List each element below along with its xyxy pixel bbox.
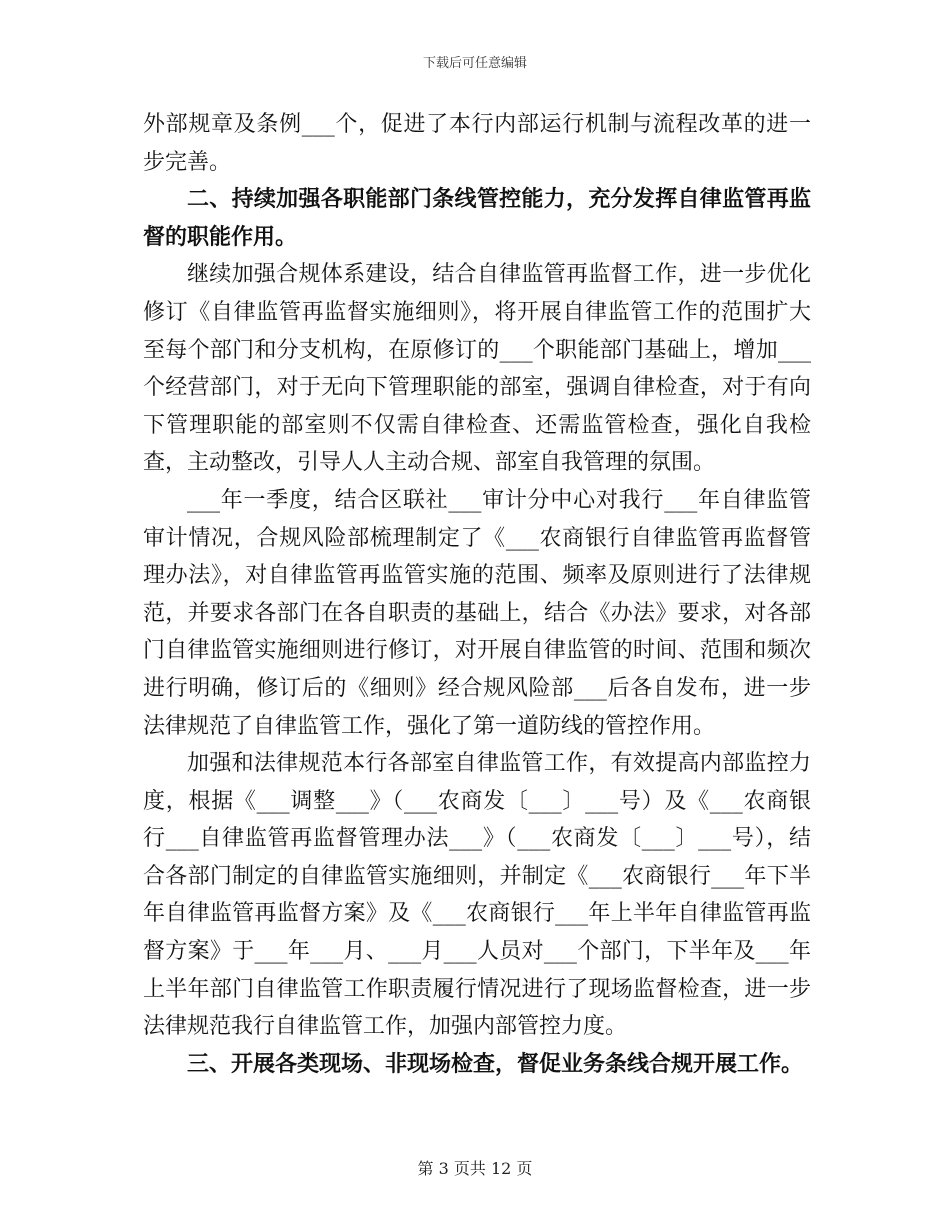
page-header: 下载后可任意编辑 [422,56,527,71]
section-heading-3: 三、开展各类现场、非现场检查，督促业务条线合规开展工作。 [187,1050,804,1077]
paragraph-first-quarter: ___年一季度，结合区联社___审计分中心对我行___年自律监管审计情况，合规风险部梳理制定了《___农商银行自律监管再监督管理办法》，对自律监管再监管实施的范围、频率及原则进行了法律规范，并要求各部门在各自职责的基础上，结合《办法》要求，对各部门自律监管实施细则进行修订，对开展自律监管的时间、范围和频次进行明确，修订后的《细则》经合规风险部___后各自发布，进一步法律规范了自律监管工作，强化了第一道防线的管控作用。 [143,487,811,739]
paragraph-strengthen-regulation: 加强和法律规范本行各部室自律监管工作，有效提高内部监控力度，根据《___调整___》（___农商发〔___〕___号）及《___农商银行___自律监管再监督管理办法___》（___农商发〔___〕___号），结合各部门制定的自律监管实施细则，并制定《___农商银行___年下半年自律监管再监督方案》及《___农商银行___年上半年自律监管再监督方案》于___年___月、___月___人员对___个部门，下半年及___年上半年部门自律监管工作职责履行情况进行了现场监督检查，进一步法律规范我行自律监管工作，加强内部管控力度。 [143,751,811,1040]
paragraph-continuation: 外部规章及条例___个，促进了本行内部运行机制与流程改革的进一步完善。 [143,112,811,175]
page-footer: 第 3 页共 12 页 [417,1159,533,1178]
section-heading-2: 二、持续加强各职能部门条线管控能力，充分发挥自律监管再监督的职能作用。 [143,186,811,250]
document-body [143,106,811,1083]
paragraph-compliance-system: 继续加强合规体系建设，结合自律监管再监督工作，进一步优化修订《自律监管再监督实施细则》，将开展自律监管工作的范围扩大至每个部门和分支机构，在原修订的___个职能部门基础上，增加___个经营部门，对于无向下管理职能的部室，强调自律检查，对于有向下管理职能的部室则不仅需自律检查、还需监管检查，强化自我检查，主动整改，引导人人主动合规、部室自我管理的氛围。 [143,262,811,476]
